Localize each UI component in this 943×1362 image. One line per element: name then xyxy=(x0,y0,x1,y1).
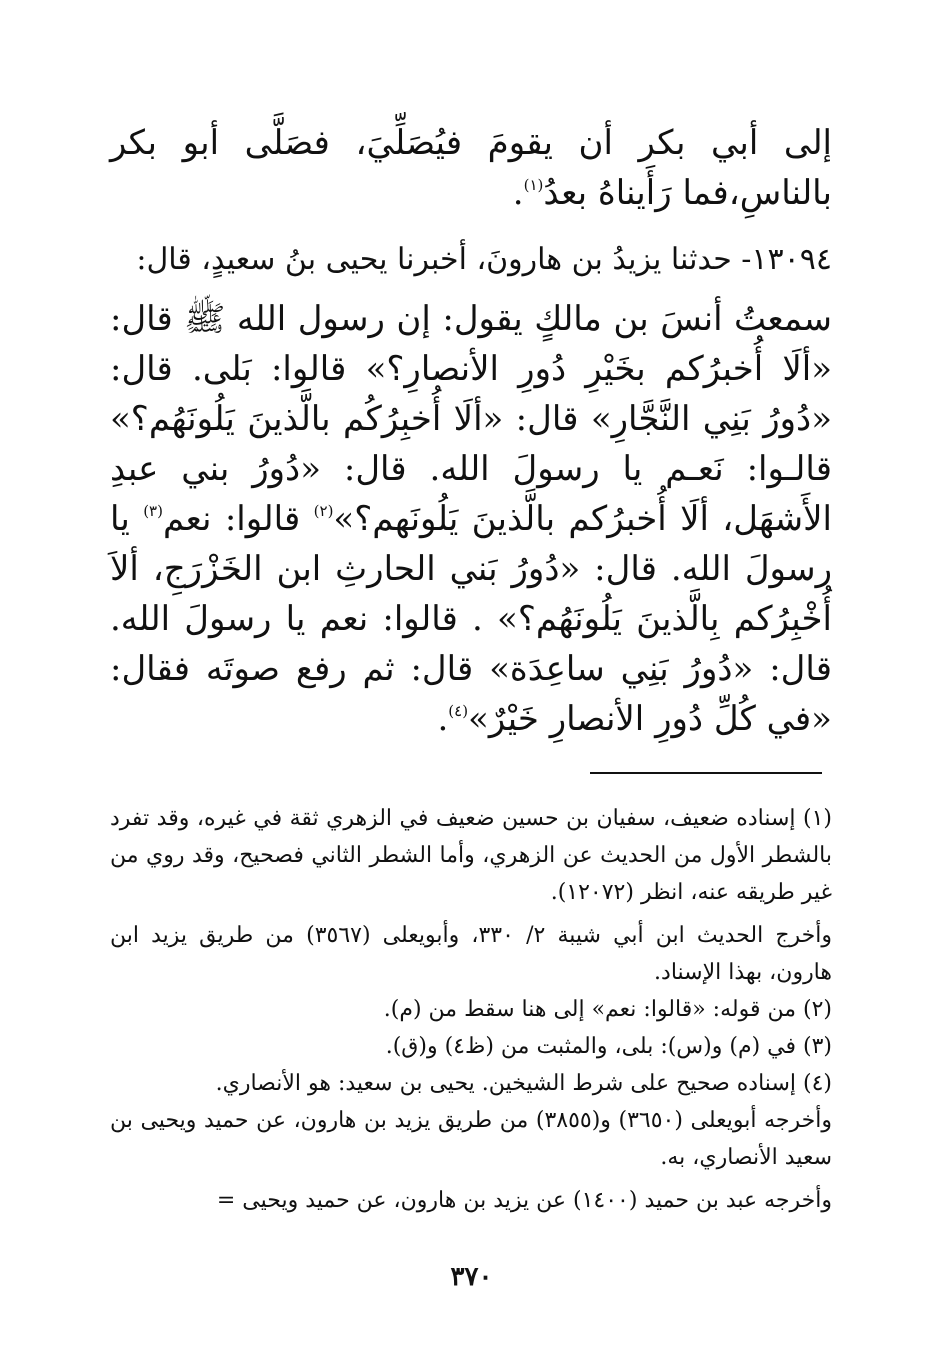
footnote-4: (٤) إسناده صحيح على شرط الشيخين. يحيى بن سعيد: هو الأنصاري. xyxy=(215,1071,832,1096)
hadith-text-part1: سمعتُ أنسَ بن مالكٍ يقول: إن رسول الله ﷺ قال: «ألَا أُخبرُكم بخَيْرِ دُورِ الأنصارِ؟» قالوا: بَلى. قال: «دُورُ بَنِي النَّجَّارِ» قال: «ألَا أُخبِرُكُم بالَّذينَ يَلُونَهُم؟» قالـوا: نَعـم يا رسولَ الله. قال: «دُورُ بني عبدِ الأَشهَل، ألَا أُخبرُكم بالَّذينَ يَلُونَهم؟» xyxy=(110,299,832,539)
page-number: ٣٧٠ xyxy=(450,1262,493,1292)
hadith-text xyxy=(110,294,832,744)
footnote-4-continued: وأخرجه أبويعلى (٣٦٥٠) و(٣٨٥٥) من طريق يزيد بن هارون، عن حميد ويحيى بن سعيد الأنصاري، به. xyxy=(110,1108,832,1170)
main-text xyxy=(110,118,832,744)
paragraph-text: إلى أبي بكر أن يقومَ فيُصَلِّيَ، فصَلَّى أبو بكر بالناسِ،فما رَأَيناهُ بعدُ xyxy=(110,123,832,213)
footnotes xyxy=(110,800,832,1219)
footnote-1: (١) إسناده ضعيف، سفيان بن حسين ضعيف في الزهري ثقة في غيره، وقد تفرد بالشطر الأول من الحديث عن الزهري، وأما الشطر الثاني فصحيح، وقد روي من غير طريقه عنه، انظر (١٢٠٧٢). xyxy=(110,806,832,905)
footnote-ref-1: (١) xyxy=(523,176,544,194)
hadith-text-part3: يا رسولَ الله. قال: «دُورُ بَني الحارثِ ابن الخَزْرَجِ، ألاَ أُخْبِرُكم بِالَّذينَ يَلُونَهُم؟» . قالوا: نعم يا رسولَ الله. قال: «دُورُ بَنِي ساعِدَة» قال: ثم رفع صوتَه فقال: «في كُلِّ دُورِ الأنصارِ خَيْرٌ» xyxy=(110,499,832,739)
hadith-heading: ١٣٠٩٤- حدثنا يزيدُ بن هارونَ، أخبرنا يحيى بنُ سعيدٍ، قال: xyxy=(136,242,832,277)
footnote-2: (٢) من قوله: «قالوا: نعم» إلى هنا سقط من (م). xyxy=(383,997,832,1022)
hadith-text-part2: قالوا: نعم xyxy=(162,499,314,539)
footnote-ref-4: (٤) xyxy=(448,702,469,720)
paragraph-continuation xyxy=(110,118,832,218)
footnote-ref-2: (٢) xyxy=(313,502,334,520)
footnote-ref-3: (٣) xyxy=(143,502,163,520)
footnote-3: (٣) في (م) و(س): بلى، والمثبت من (ظ٤) و(ق). xyxy=(385,1034,832,1059)
footnote-divider xyxy=(590,772,822,774)
footnote-4-continued-2: وأخرجه عبد بن حميد (١٤٠٠) عن يزيد بن هارون، عن حميد ويحيى = xyxy=(216,1188,832,1213)
hadith-end: . xyxy=(437,699,449,739)
footnote-1-continued: وأخرج الحديث ابن أبي شيبة ٢/ ٣٣٠، وأبويعلى (٣٥٦٧) من طريق يزيد ابن هارون، بهذا الإسناد. xyxy=(110,923,832,985)
paragraph-end: . xyxy=(512,173,524,213)
